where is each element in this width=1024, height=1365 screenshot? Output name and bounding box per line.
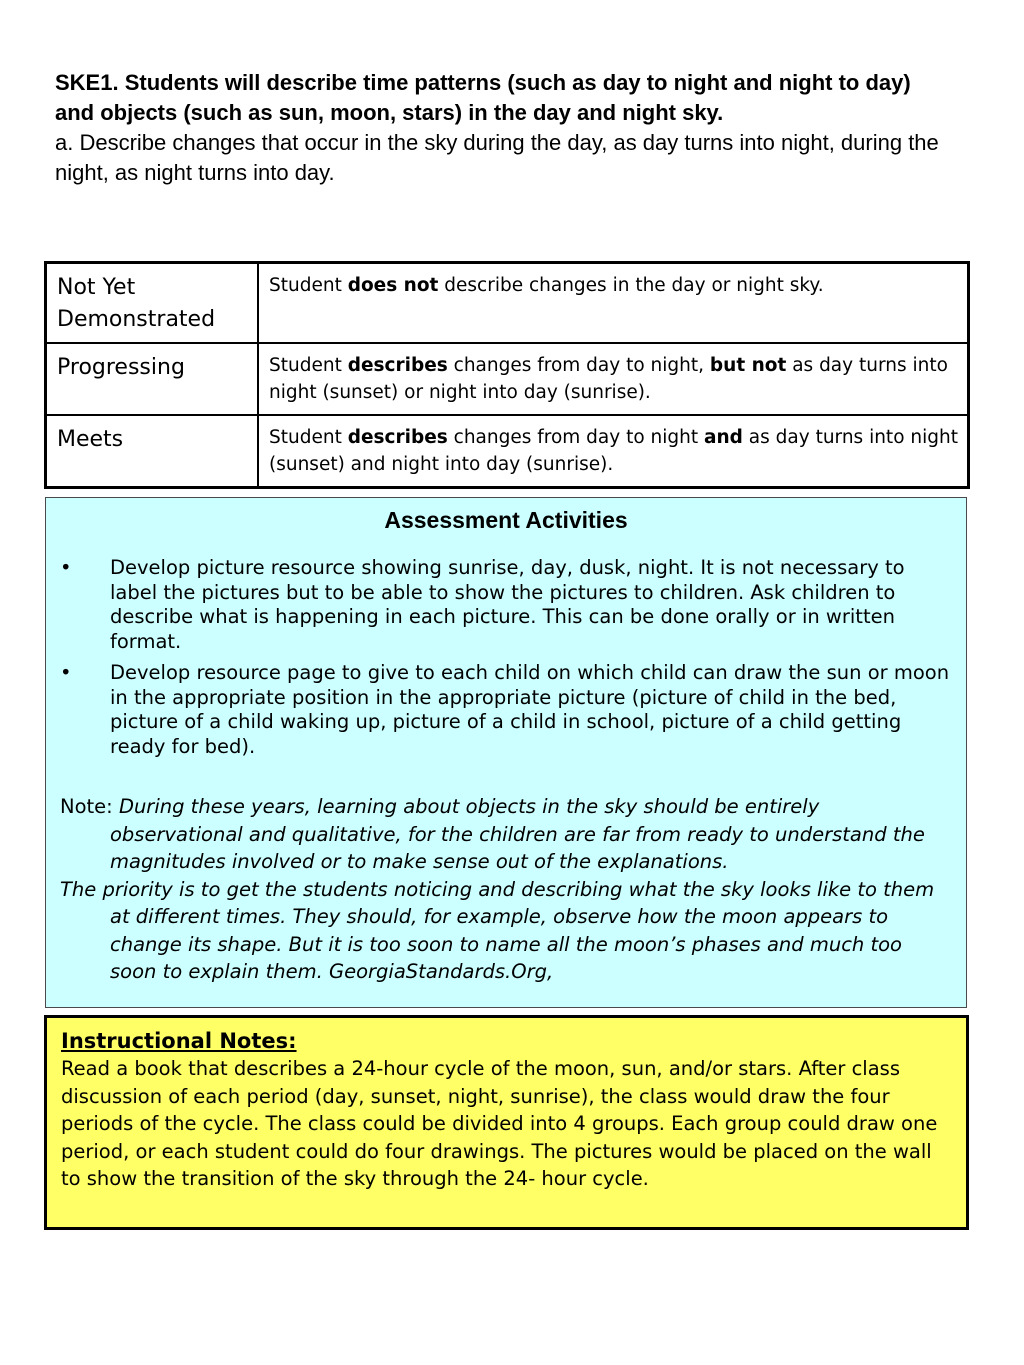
assessment-title: Assessment Activities (384, 507, 628, 533)
note-paragraph (60, 793, 952, 876)
bullet-icon: • (60, 556, 72, 579)
standard-element: a. Describe changes that occur in the sky during the day, as day turns into night, during the night, as night turns into day. (55, 130, 939, 185)
rubric-description: Student describes changes from day to night, but not as day turns into night (sunset) or night into day (sunrise). (258, 343, 969, 415)
bullet-icon: • (60, 661, 72, 684)
rubric-level: Not Yet Demonstrated (46, 263, 259, 344)
standard-block (55, 68, 955, 188)
note-text: During these years, learning about objects in the sky should be entirely observational and qualitative, for the children are far from ready to understand the magnitudes involved or to make sense out of the explanations. (110, 795, 925, 873)
rubric-row (46, 343, 969, 415)
assessment-list (46, 556, 966, 759)
instructional-notes-box (44, 1015, 969, 1230)
rubric-level: Progressing (46, 343, 259, 415)
rubric-description: Student describes changes from day to night and as day turns into night (sunset) and night into day (sunrise). (258, 415, 969, 488)
rubric-description: Student does not describe changes in the day or night sky. (258, 263, 969, 344)
note-label: Note: (60, 795, 119, 818)
note-paragraph (60, 876, 952, 986)
rubric-level: Meets (46, 415, 259, 488)
instructional-body: Read a book that describes a 24-hour cycle of the moon, sun, and/or stars. After class discussion of each period (day, sunset, night, sunrise), the class would draw the four periods of the cycle. The class could be divided into 4 groups. Each group could draw one period, or each student could do four drawings. The pictures would be placed on the wall to show the transition of the sky through the 24- hour cycle. (61, 1057, 938, 1190)
list-item: • Develop picture resource showing sunrise, day, dusk, night. It is not necessary to label the pictures but to be able to show the pictures to children. Ask children to describe what is happening in each picture. This can be done orally or in written format. (60, 556, 905, 653)
note-block (60, 793, 952, 986)
instructional-title: Instructional Notes: (61, 1029, 297, 1053)
note-text-2: The priority is to get the students noticing and describing what the sky looks like to them at different times. They should, for example, observe how the moon appears to change its shape. But it is too soon to name all the moon’s phases and much too soon to explain them. GeorgiaStandards.Org, (60, 877, 935, 983)
list-item: • Develop resource page to give to each child on which child can draw the sun or moon in the appropriate position in the appropriate picture (picture of child in the bed, picture of a child waking up, picture of a child in school, picture of a child getting ready for bed). (60, 661, 950, 758)
rubric-row (46, 263, 969, 344)
rubric-row (46, 415, 969, 488)
rubric-table (44, 261, 970, 489)
standard-title: SKE1. Students will describe time patterns (such as day to night and night to day) and objects (such as sun, moon, stars) in the day and night sky. (55, 70, 911, 125)
assessment-activities-box (45, 497, 967, 1008)
